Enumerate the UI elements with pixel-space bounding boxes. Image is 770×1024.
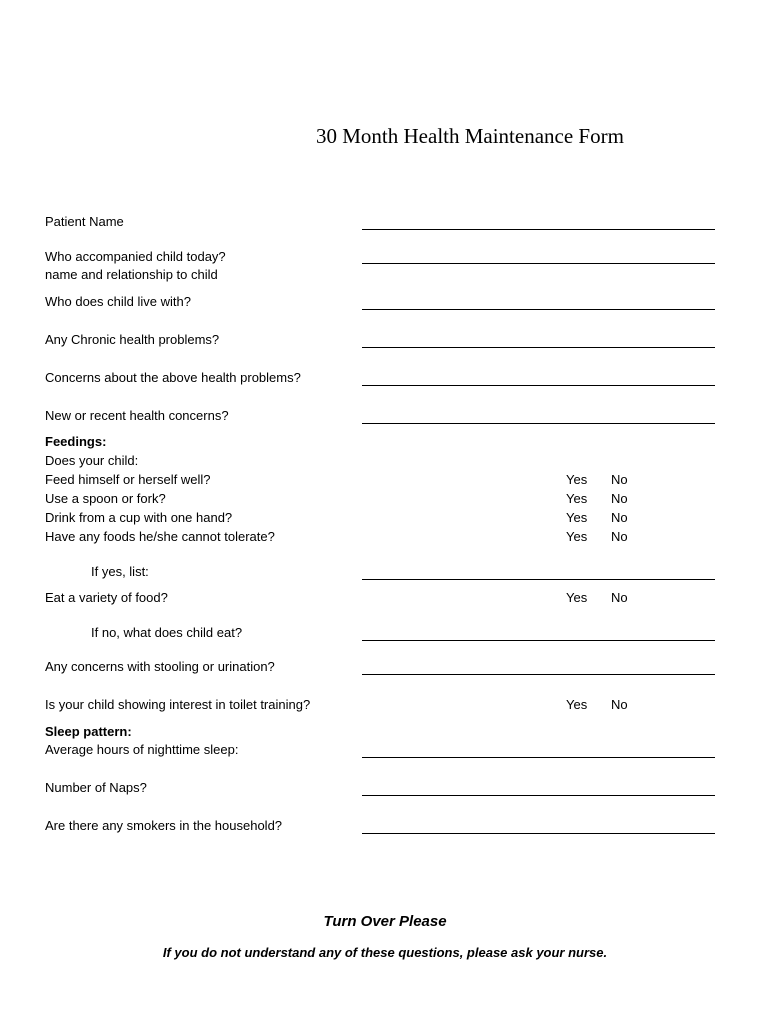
new-recent-field[interactable] (362, 423, 715, 424)
cup-one-hand-no-option[interactable]: No (611, 510, 628, 525)
if-no-eat-label: If no, what does child eat? (91, 625, 243, 640)
concerns-above-field[interactable] (362, 385, 715, 386)
stooling-label: Any concerns with stooling or urination? (45, 659, 275, 674)
spoon-fork-no-option[interactable]: No (611, 491, 628, 506)
accompanied-label: Who accompanied child today? (45, 249, 226, 264)
smokers-label: Are there any smokers in the household? (45, 818, 283, 833)
smokers-field[interactable] (362, 833, 715, 834)
toilet-training-yes-option[interactable]: Yes (566, 697, 588, 712)
foods-intolerate-yes-option[interactable]: Yes (566, 529, 588, 544)
new-recent-label: New or recent health concerns? (45, 408, 229, 423)
if-yes-list-label: If yes, list: (91, 564, 149, 579)
foods-intolerate-label: Have any foods he/she cannot tolerate? (45, 529, 275, 544)
feed-self-yes-option[interactable]: Yes (566, 472, 588, 487)
spoon-fork-yes-option[interactable]: Yes (566, 491, 588, 506)
live-with-field[interactable] (362, 309, 715, 310)
variety-food-no-option[interactable]: No (611, 590, 628, 605)
feed-self-label: Feed himself or herself well? (45, 472, 211, 487)
footer-note: If you do not understand any of these questions, please ask your nurse. (162, 945, 608, 960)
variety-food-yes-option[interactable]: Yes (566, 590, 588, 605)
sleep-header: Sleep pattern: (45, 724, 132, 739)
feed-self-no-option[interactable]: No (611, 472, 628, 487)
accompanied-field[interactable] (362, 263, 715, 264)
foods-intolerate-no-option[interactable]: No (611, 529, 628, 544)
chronic-label: Any Chronic health problems? (45, 332, 220, 347)
stooling-field[interactable] (362, 674, 715, 675)
accompanied-sublabel: name and relationship to child (45, 267, 218, 282)
cup-one-hand-yes-option[interactable]: Yes (566, 510, 588, 525)
toilet-training-no-option[interactable]: No (611, 697, 628, 712)
naps-field[interactable] (362, 795, 715, 796)
turn-over-heading: Turn Over Please (323, 913, 447, 930)
cup-one-hand-label: Drink from a cup with one hand? (45, 510, 233, 525)
spoon-fork-label: Use a spoon or fork? (45, 491, 166, 506)
concerns-above-label: Concerns about the above health problems? (45, 370, 301, 385)
if-yes-list-field[interactable] (362, 579, 715, 580)
variety-food-label: Eat a variety of food? (45, 590, 168, 605)
naps-label: Number of Naps? (45, 780, 147, 795)
toilet-training-label: Is your child showing interest in toilet training? (45, 697, 311, 712)
patient-name-label: Patient Name (45, 214, 124, 229)
avg-sleep-field[interactable] (362, 757, 715, 758)
live-with-label: Who does child live with? (45, 294, 191, 309)
if-no-eat-field[interactable] (362, 640, 715, 641)
avg-sleep-label: Average hours of nighttime sleep: (45, 742, 239, 757)
chronic-field[interactable] (362, 347, 715, 348)
feedings-header: Feedings: (45, 434, 107, 449)
does-your-child-label: Does your child: (45, 453, 139, 468)
form-title: 30 Month Health Maintenance Form (316, 124, 624, 148)
patient-name-field[interactable] (362, 229, 715, 230)
